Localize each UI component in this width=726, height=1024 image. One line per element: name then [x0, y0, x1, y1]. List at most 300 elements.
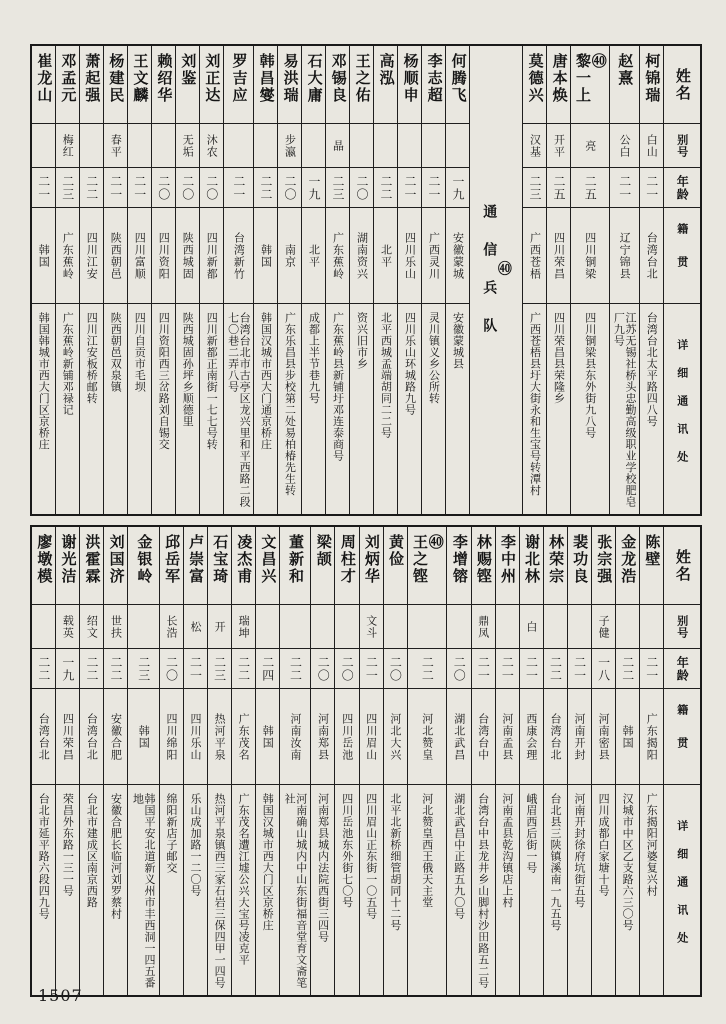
person-age: 一九 — [306, 174, 321, 201]
person-origin-cell — [384, 689, 407, 785]
header-cell-address — [664, 785, 700, 995]
person-age-cell — [422, 168, 445, 208]
person-age-cell — [208, 649, 231, 689]
person-origin: 四川新都 — [205, 231, 219, 280]
person-column — [570, 46, 609, 514]
footnote-mark: ㊵ — [495, 261, 512, 299]
person-age: 二〇 — [354, 174, 369, 201]
person-name: 何腾飞 — [449, 53, 468, 104]
person-origin-cell — [408, 689, 447, 785]
person-alias-cell — [80, 605, 103, 649]
person-address: 汉城市中区乙支路六三〇号 — [621, 793, 635, 931]
header-origin-label: 籍贯 — [675, 703, 689, 770]
person-address: 陕西朝邑双泉镇 — [109, 312, 123, 393]
person-origin: 北平 — [379, 243, 393, 268]
person-origin: 湖南资兴 — [355, 231, 369, 280]
person-name-cell — [640, 46, 663, 124]
person-alias: 汉基 — [528, 133, 542, 158]
person-name: 林荣宗 — [547, 534, 566, 585]
person-name-cell — [160, 527, 183, 605]
person-column — [591, 527, 615, 995]
person-alias: 长浩 — [164, 614, 178, 639]
person-alias: 世扶 — [109, 614, 123, 639]
person-age: 二〇 — [180, 174, 195, 201]
person-name-cell — [256, 527, 279, 605]
person-alias-cell — [160, 605, 183, 649]
person-age-cell — [128, 649, 158, 689]
person-age-cell — [335, 649, 358, 689]
person-name-cell — [360, 527, 383, 605]
person-age: 二二 — [288, 655, 303, 682]
person-name: 唐本焕 — [550, 53, 569, 104]
person-alias-cell — [523, 124, 546, 168]
person-address: 台湾台北市古亭区龙兴里和平西路二段七〇巷二弄八号 — [226, 312, 252, 508]
person-age-cell — [496, 649, 519, 689]
person-origin-cell — [446, 208, 469, 304]
person-name: 王之铿 — [411, 534, 430, 585]
person-column — [231, 527, 255, 995]
person-name: 易洪瑞 — [281, 53, 300, 104]
person-age-cell — [568, 649, 591, 689]
person-origin-cell — [447, 689, 470, 785]
person-origin-cell — [32, 689, 55, 785]
person-address-cell — [350, 304, 373, 514]
person-address-cell — [184, 785, 207, 995]
person-age-cell — [176, 168, 199, 208]
person-column — [79, 527, 103, 995]
person-address: 北平北新桥细管胡同十二号 — [388, 793, 402, 931]
person-address: 台北市延平路六段四九号 — [37, 793, 51, 920]
person-address-cell — [384, 785, 407, 995]
person-address-cell — [256, 785, 279, 995]
person-address-cell — [571, 304, 609, 514]
person-age: 二〇 — [316, 655, 331, 682]
person-alias: 开 — [213, 620, 227, 633]
person-age: 一八 — [596, 655, 611, 682]
person-column — [301, 46, 325, 514]
person-address: 广西苍梧县圩大街永和生宝号转潭村 — [528, 312, 542, 496]
person-address-cell — [160, 785, 183, 995]
person-name: 陈壁 — [643, 534, 662, 568]
person-age: 二二 — [420, 655, 435, 682]
person-column — [32, 46, 55, 514]
person-name: 金银岭 — [135, 534, 154, 585]
person-age-cell — [520, 649, 543, 689]
person-alias-cell — [547, 124, 570, 168]
person-column — [253, 46, 277, 514]
person-origin-cell — [610, 208, 639, 304]
person-column — [567, 527, 591, 995]
person-age-cell — [311, 649, 334, 689]
person-age-cell — [472, 649, 495, 689]
person-origin: 安徽合肥 — [109, 712, 123, 761]
person-age: 二三 — [527, 174, 542, 201]
person-age-cell — [32, 649, 55, 689]
person-origin-cell — [184, 689, 207, 785]
person-age: 二五 — [551, 174, 566, 201]
person-age: 二二 — [548, 655, 563, 682]
person-column — [279, 527, 310, 995]
header-cell-name — [664, 46, 700, 124]
person-age-cell — [280, 649, 310, 689]
person-age-cell — [200, 168, 223, 208]
person-name-cell — [571, 46, 609, 124]
footnote-mark: ㊵ — [426, 534, 445, 551]
header-cell-alias — [664, 605, 700, 649]
person-origin-cell — [232, 689, 255, 785]
person-origin: 韩国 — [261, 724, 275, 749]
person-alias: 白山 — [645, 133, 659, 158]
person-column — [373, 46, 397, 514]
person-age-cell — [32, 168, 55, 208]
person-origin-cell — [520, 689, 543, 785]
person-origin-cell — [80, 208, 103, 304]
person-age: 二三 — [330, 174, 345, 201]
person-name: 柯锦瑞 — [643, 53, 662, 104]
person-alias-cell — [56, 124, 79, 168]
person-origin: 台湾台中 — [476, 712, 490, 761]
person-column — [55, 527, 79, 995]
person-name-cell — [311, 527, 334, 605]
person-age-cell — [447, 649, 470, 689]
person-name-cell — [640, 527, 663, 605]
person-origin-cell — [523, 208, 546, 304]
person-column — [223, 46, 253, 514]
person-column — [495, 527, 519, 995]
person-name: 赵熹 — [616, 53, 635, 87]
person-origin: 陕西朝邑 — [109, 231, 123, 280]
person-age: 二一 — [188, 655, 203, 682]
person-age-cell — [80, 649, 103, 689]
person-name-cell — [80, 527, 103, 605]
person-name: 裴功良 — [571, 534, 590, 585]
person-origin: 广东茂名 — [237, 712, 251, 761]
person-name-cell — [520, 527, 543, 605]
person-age-cell — [104, 168, 127, 208]
person-age: 二三 — [136, 655, 151, 682]
person-alias-cell — [56, 605, 79, 649]
person-age: 二二 — [84, 655, 99, 682]
person-name: 李志超 — [425, 53, 444, 104]
person-name-cell — [384, 527, 407, 605]
person-column — [639, 46, 663, 514]
person-address: 韩国汉城市西大门通京桥庄 — [259, 312, 273, 450]
person-name: 萧起强 — [83, 53, 102, 104]
person-alias-cell — [256, 605, 279, 649]
person-name-cell — [335, 527, 358, 605]
person-alias-cell — [592, 605, 615, 649]
header-age-label: 年龄 — [675, 655, 690, 682]
person-origin: 河南密县 — [597, 712, 611, 761]
person-address-cell — [610, 304, 639, 514]
person-origin: 安徽蒙城 — [451, 231, 465, 280]
person-age: 二〇 — [340, 655, 355, 682]
person-origin: 台湾台北 — [37, 712, 51, 761]
person-age: 二〇 — [156, 174, 171, 201]
person-alias: 子健 — [597, 614, 611, 639]
person-column — [334, 527, 358, 995]
person-origin-cell — [547, 208, 570, 304]
person-alias-cell — [184, 605, 207, 649]
person-origin-cell — [160, 689, 183, 785]
person-name-cell — [408, 527, 447, 605]
person-alias-cell — [128, 124, 151, 168]
person-address-cell — [640, 304, 663, 514]
person-address: 四川资阳西三岔路刘自锡交 — [157, 312, 171, 450]
person-address-cell — [640, 785, 663, 995]
person-origin: 湖北武昌 — [452, 712, 466, 761]
person-origin-cell — [56, 208, 79, 304]
person-name: 邓锡良 — [329, 53, 348, 104]
person-address: 韩国韩城市西大门区京桥庄 — [37, 312, 51, 450]
person-origin-cell — [326, 208, 349, 304]
person-origin-cell — [56, 689, 79, 785]
person-alias-cell — [152, 124, 175, 168]
person-age: 二二 — [620, 655, 635, 682]
person-address-cell — [56, 785, 79, 995]
header-alias-label: 别号 — [675, 133, 689, 158]
person-address-cell — [335, 785, 358, 995]
person-origin: 四川眉山 — [364, 712, 378, 761]
person-address-cell — [592, 785, 615, 995]
person-origin-cell — [592, 689, 615, 785]
person-alias-cell — [232, 605, 255, 649]
person-age-cell — [547, 168, 570, 208]
person-column — [325, 46, 349, 514]
person-origin: 四川富顺 — [133, 231, 147, 280]
person-name-cell — [152, 46, 175, 124]
person-address: 台湾台中县龙井乡山脚村沙田路五二号 — [476, 793, 490, 989]
person-address: 湖北武昌中正路五九〇号 — [452, 793, 466, 920]
person-column — [183, 527, 207, 995]
person-alias-cell — [496, 605, 519, 649]
person-address: 荣昌外东路一三一号 — [61, 793, 75, 897]
person-alias-cell — [80, 124, 103, 168]
person-age-cell — [326, 168, 349, 208]
person-address-cell — [446, 304, 469, 514]
person-name: 杨顺申 — [401, 53, 420, 104]
person-alias-cell — [32, 124, 55, 168]
person-origin: 韩国 — [259, 243, 273, 268]
person-alias-cell — [278, 124, 301, 168]
person-name-cell — [224, 46, 253, 124]
person-age-cell — [610, 168, 639, 208]
header-age-label: 年龄 — [675, 174, 690, 201]
person-origin: 台湾台北 — [548, 712, 562, 761]
person-origin: 西康会理 — [524, 712, 538, 761]
person-origin: 南京 — [283, 243, 297, 268]
person-age: 二一 — [617, 174, 632, 201]
person-name-cell — [184, 527, 207, 605]
person-alias-cell — [446, 124, 469, 168]
person-age: 二一 — [644, 655, 659, 682]
person-name: 刘鉴 — [179, 53, 198, 87]
person-origin-cell — [128, 689, 158, 785]
person-name: 刘正达 — [203, 53, 222, 104]
person-origin-cell — [302, 208, 325, 304]
person-name: 赖绍华 — [155, 53, 174, 104]
person-name-cell — [128, 527, 158, 605]
person-alias-cell — [447, 605, 470, 649]
person-origin: 四川铜梁 — [583, 231, 597, 280]
header-name-label: 姓名 — [673, 67, 692, 102]
person-origin: 韩国 — [137, 724, 151, 749]
person-name: 韩昌燮 — [257, 53, 276, 104]
person-address-cell — [128, 304, 151, 514]
person-address: 安徽蒙城县 — [451, 312, 465, 370]
person-name-cell — [56, 527, 79, 605]
person-name: 崔龙山 — [35, 53, 54, 104]
person-age-cell — [640, 649, 663, 689]
person-origin: 广西苍梧 — [528, 231, 542, 280]
person-age-cell — [374, 168, 397, 208]
person-column — [522, 46, 546, 514]
person-age: 二〇 — [164, 655, 179, 682]
person-alias: 松 — [189, 620, 203, 633]
person-address-cell — [520, 785, 543, 995]
person-address-cell — [311, 785, 334, 995]
person-alias-cell — [472, 605, 495, 649]
person-origin-cell — [496, 689, 519, 785]
person-name: 李增镕 — [450, 534, 469, 585]
person-origin: 陕西城固 — [181, 231, 195, 280]
person-address: 广东蕉岭新铺邓禄记 — [61, 312, 75, 416]
person-origin: 四川荣昌 — [552, 231, 566, 280]
page-number: 1507 — [38, 986, 83, 1005]
person-origin: 广东蕉岭 — [61, 231, 75, 280]
person-alias: 梅红 — [61, 133, 75, 158]
person-age: 二〇 — [388, 655, 403, 682]
person-name: 卢崇富 — [187, 534, 206, 585]
person-name: 梁颉 — [314, 534, 333, 568]
person-origin-cell — [544, 689, 567, 785]
person-address-cell — [278, 304, 301, 514]
person-origin: 北平 — [307, 243, 321, 268]
person-origin-cell — [616, 689, 639, 785]
person-column — [310, 527, 334, 995]
person-address-cell — [200, 304, 223, 514]
person-alias-cell — [610, 124, 639, 168]
person-origin-cell — [200, 208, 223, 304]
person-age-cell — [616, 649, 639, 689]
person-age: 二〇 — [204, 174, 219, 201]
section-divider-label: 通信兵队 — [481, 204, 498, 356]
person-address-cell — [422, 304, 445, 514]
person-alias: 开平 — [552, 133, 566, 158]
person-name: 廖墩模 — [35, 534, 54, 585]
person-column — [359, 527, 383, 995]
person-name-cell — [568, 527, 591, 605]
person-address: 广东茂名遭江墟公兴大宝号凌克平 — [237, 793, 251, 966]
person-origin: 四川资阳 — [157, 231, 171, 280]
person-column — [349, 46, 373, 514]
person-origin: 韩国 — [621, 724, 635, 749]
person-alias-cell — [254, 124, 277, 168]
person-age-cell — [302, 168, 325, 208]
person-origin: 辽宁锦县 — [618, 231, 632, 280]
header-name-label: 姓名 — [673, 548, 692, 583]
person-age: 二一 — [500, 655, 515, 682]
person-age: 二一 — [132, 174, 147, 201]
person-name: 李中州 — [498, 534, 517, 585]
person-age: 二三 — [60, 174, 75, 201]
person-name: 罗吉应 — [230, 53, 249, 104]
person-alias-cell — [280, 605, 310, 649]
person-address: 河南开封徐府坑街五号 — [573, 793, 587, 908]
person-origin-cell — [374, 208, 397, 304]
person-address-cell — [523, 304, 546, 514]
person-column — [127, 527, 158, 995]
person-name-cell — [32, 46, 55, 124]
header-cell-origin — [664, 689, 700, 785]
person-age-cell — [104, 649, 127, 689]
person-alias-cell — [176, 124, 199, 168]
person-name-cell — [208, 527, 231, 605]
person-name-cell — [176, 46, 199, 124]
person-name: 刘国济 — [107, 534, 126, 585]
person-alias: 载英 — [61, 614, 75, 639]
person-column — [199, 46, 223, 514]
person-age-cell — [384, 649, 407, 689]
person-alias-cell — [422, 124, 445, 168]
person-origin-cell — [398, 208, 421, 304]
header-alias-label: 别号 — [675, 614, 689, 639]
person-name: 王之佑 — [353, 53, 372, 104]
person-origin: 四川乐山 — [403, 231, 417, 280]
person-alias-cell — [568, 605, 591, 649]
person-origin-cell — [335, 689, 358, 785]
person-age-cell — [160, 649, 183, 689]
person-age-cell — [56, 168, 79, 208]
person-alias: 绍文 — [85, 614, 99, 639]
person-column — [609, 46, 639, 514]
person-alias-cell — [128, 605, 158, 649]
person-age-cell — [544, 649, 567, 689]
person-age-cell — [571, 168, 609, 208]
person-name-cell — [547, 46, 570, 124]
header-cell-origin — [664, 208, 700, 304]
person-origin: 河南汝南 — [288, 712, 302, 761]
person-origin: 韩国 — [37, 243, 51, 268]
person-age: 二一 — [402, 174, 417, 201]
person-address-cell — [80, 304, 103, 514]
person-column — [103, 46, 127, 514]
person-age: 一九 — [60, 655, 75, 682]
person-address: 安徽合肥长临河刘罗蔡村 — [109, 793, 123, 920]
person-name-cell — [447, 527, 470, 605]
person-address: 绵阳新店子邮交 — [164, 793, 178, 874]
person-age-cell — [350, 168, 373, 208]
person-address-cell — [408, 785, 447, 995]
person-address: 热河平泉镇西三家石岩三保四甲一四号 — [213, 793, 227, 989]
person-origin-cell — [472, 689, 495, 785]
person-address-cell — [80, 785, 103, 995]
person-address-cell — [472, 785, 495, 995]
person-address: 峨眉西后街一号 — [524, 793, 538, 874]
person-column — [79, 46, 103, 514]
person-origin: 河南孟县 — [500, 712, 514, 761]
person-age: 二一 — [231, 174, 246, 201]
person-origin: 四川乐山 — [189, 712, 203, 761]
person-column — [407, 527, 447, 995]
person-origin: 热河平泉 — [213, 712, 227, 761]
person-age: 二一 — [572, 655, 587, 682]
person-origin-cell — [224, 208, 253, 304]
person-age-cell — [256, 649, 279, 689]
person-column — [639, 527, 663, 995]
person-name: 石大庸 — [305, 53, 324, 104]
person-address-cell — [56, 304, 79, 514]
